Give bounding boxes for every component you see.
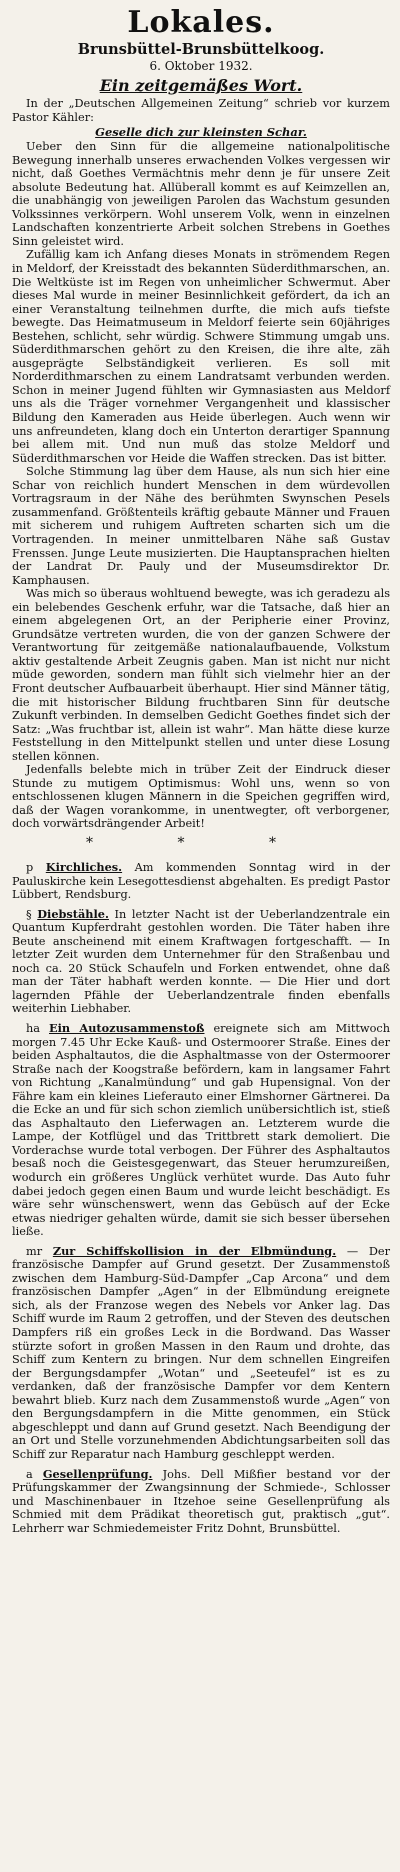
article-paragraph: Jedenfalls belebte mich in trüber Zeit der Eindruck dieser Stunde zu mutigem Optimismus: Wohl uns, wenn so von entschlossenen klugen Männern in die Speichen gegriffen wird, daß der Wagen vorankomme, in unentwegter, oft verborgener, doch vorwärtsdrängender Arbeit! (12, 763, 390, 831)
note-prefix: § (26, 907, 32, 921)
article-paragraph: Zufällig kam ich Anfang dieses Monats in strömendem Regen in Meldorf, der Kreisstadt des bekannten Süderdithmarschen, an. Die Weltküste ist im Regen von unheimlicher Schwermut. Aber dieses Mal wurde in meiner Besinnlichkeit gefördert, da ich an einer Veranstaltung teilnehmen durfte, die mich aufs tiefste bewegte. Das Heimatmuseum in Meldorf feierte sein 60jähriges Bestehen, schlicht, sehr würdig. Schwere Stimmung umgab uns. Süderdithmarschen gehört zu den Kreisen, die ihre alte, zäh ausgeprägte Selbständigkeit verlieren. Es soll mit Norderdithmarschen zu einem Landratsamt verbunden werden. Schon in meiner Jugend fühlten wir Gymnasiasten aus Meldorf uns als die Träger vornehmer Vergangenheit und klassischer Bildung den Kameraden aus Heide überlegen. Auch wenn wir uns anfreundeten, klang doch ein Unterton derartiger Spannung bei allem mit. Und nun muß das stolze Meldorf und Süderdithmarschen vor Heide die Waffen strecken. Das ist bitter. (12, 248, 390, 465)
note-text: ereignete sich am Mittwoch morgen 7.45 Uhr Ecke Kauß- und Ostermoorer Straße. Eines der beiden Asphaltautos, die die Asphaltmasse von der Ostermoorer Straße nach der Koogstraße befördern, kam in langsamer Fahrt von Richtung „Kanalmündung“ und gab Hupensignal. Von der Fähre kam ein kleines Lieferauto einer Elmshorner Gärtnerei. Da die Ecke an und für sich schon ziemlich unübersichtlich ist, stieß das Asphaltauto den Lieferwagen an. Letzterem wurde die Lampe, der Kotflügel und das Trittbrett stark demoliert. Die Vorderachse wurde total verbogen. Der Führer des Asphaltautos besaß noch die Geistesgegenwart, das Steuer herumzureißen, wodurch ein größeres Unglück verhütet wurde. Das Auto fuhr dabei jedoch gegen einen Baum und wurde leicht beschädigt. Es wäre sehr wünschenswert, wenn das Gebüsch auf der Ecke etwas niedriger gehalten würde, damit sie sich besser übersehen ließe. (12, 1022, 391, 1239)
article-paragraph: Solche Stimmung lag über dem Hause, als nun sich hier eine Schar von reichlich hundert Menschen in dem würdevollen Vortragsraum in der Nähe des berühmten Swynschen Pesels zusammenfand. Größtenteils kräftig gebaute Männer und Frauen mit sicherem und ruhigem Auftreten scharten sich um die Vortragenden. In meiner unmittelbaren Nähe saß Gustav Frenssen. Junge Leute musizierten. Die Hauptansprachen hielten der Landrat Dr. Pauly und der Museumsdirektor Dr. Kamphausen. (12, 465, 390, 587)
article-intro: In der „Deutschen Allgemeinen Zeitung“ schrieb vor kurzem Pastor Kähler: (12, 97, 390, 124)
article-paragraph: Was mich so überaus wohltuend bewegte, was ich geradezu als ein belebendes Geschenk erfuhr, war die Tatsache, daß hier an einem abgelegenen Ort, an der Peripherie einer Provinz, Grundsätze vertreten wurden, die von der ganzen Schwere der Verantwortung für zeitgemäße nationalaufbauende, Volkstum aktiv gestaltende Arbeit Zeugnis gaben. Man ist nicht nur nicht müde geworden, sondern man fühlt sich vielmehr hier an der Front deutscher Aufbauarbeit überhaupt. Hier sind Männer tätig, die mit historischer Bildung fruchtbaren Sinn für deutsche Zukunft verbinden. In demselben Gedicht Goethes findet sich der Satz: „Was fruchtbar ist, allein ist wahr“. Man hätte diese kurze Feststellung in den Mittelpunkt stellen und unter diese Losung stellen können. (12, 587, 390, 763)
note-lead: Ein Autozusammenstoß (49, 1021, 205, 1035)
article-paragraph: Ueber den Sinn für die allgemeine nationalpolitische Bewegung innerhalb unseres erwachenden Volkes vergessen wir nicht, daß Goethes Vermächtnis mehr denn je für unsere Zeit absolute Bedeutung hat. Allüberall kommt es auf Keimzellen an, die unabhängig von jeweiligen Parolen das Wachstum gesunden Volkssinnes verkörpern. Wohl unserem Volk, wenn in einzelnen Landschaften konzentrierte Arbeit solchen Strebens in Goethes Sinn geleistet wird. (12, 140, 390, 248)
section-separator: * * * (86, 834, 316, 851)
note-text: Johs. Dell Mißfier bestand vor der Prüfungskammer der Zwangsinnung der Schmiede-, Schlosser und Maschinenbauer in Itzehoe seine Gesellenprüfung als Schmied mit dem Prädikat theoretisch gut, praktisch „gut“. Lehrherr war Schmiedemeister Fritz Dohnt, Brunsbüttel. (12, 1467, 390, 1535)
note-prefix: a (26, 1467, 33, 1481)
dateline-place: Brunsbüttel-Brunsbüttelkoog. (77, 41, 325, 58)
article-subheadline: Geselle dich zur kleinsten Schar. (95, 125, 307, 140)
news-note (12, 1245, 390, 1462)
news-note (12, 861, 390, 902)
section-masthead: Lokales. (127, 5, 275, 40)
note-prefix: mr (26, 1244, 43, 1258)
note-lead: Kirchliches. (45, 859, 123, 874)
note-text: In letzter Nacht ist der Ueberlandzentrale ein Quantum Kupferdraht gestohlen worden. Die Täter haben ihre Beute anscheinend mit einem Kraftwagen fortgeschafft. — In letzter Zeit wurden dem Unternehmer für den Straßenbau und noch ca. 20 Stück Schaufeln und Forken entwendet, ohne daß man der Täter habhaft werden konnte. — Die Hier und dort lagernden Pfähle der Ueberlandzentrale finden ebenfalls weiterhin Liebhaber. (12, 907, 390, 1016)
note-prefix: ha (26, 1022, 41, 1035)
article-headline: Ein zeitgemäßes Wort. (99, 76, 303, 95)
note-text: Am kommenden Sonntag wird in der Pauluskirche kein Lesegottesdienst abgehalten. Es predigt Pastor Lübbert, Rendsburg. (12, 860, 391, 902)
note-lead: Zur Schiffskollision in der Elbmündung. (52, 1243, 337, 1258)
dateline-date: 6. Oktober 1932. (149, 59, 253, 73)
news-note (12, 1022, 390, 1239)
note-prefix: p (26, 860, 34, 874)
note-text: — Der französische Dampfer auf Grund gesetzt. Der Zusammenstoß zwischen dem Hamburg-Süd-Dampfer „Cap Arcona“ und dem französischen Dampfer „Agen“ in der Elbmündung ereignete sich, als der Franzose wegen des Nebels vor Anker lag. Das Schiff wurde im Raum 2 getroffen, und der Steven des deutschen Dampfers riß ein großes Leck in die Bordwand. Das Wasser stürzte sofort in großen Massen in den Raum und drohte, das Schiff zum Kentern zu bringen. Nur dem schnellen Eingreifen der Bergungsdampfer „Wotan“ und „Seeteufel“ ist es zu verdanken, daß der französische Dampfer vor dem Kentern bewahrt blieb. Kurz nach dem Zusammenstoß wurde „Agen“ von den Bergungsdampfern in die Mitte genommen, ein Stück abgeschleppt und dann auf Grund gesetzt. Nach Beendigung der an Ort und Stelle vorzunehmenden Abdichtungsarbeiten soll das Schiff zur Reparatur nach Hamburg geschleppt werden. (12, 1244, 391, 1461)
note-lead: Gesellenprüfung. (42, 1466, 153, 1481)
news-note (12, 1468, 390, 1536)
note-lead: Diebstähle. (37, 906, 109, 921)
news-note (12, 908, 390, 1016)
